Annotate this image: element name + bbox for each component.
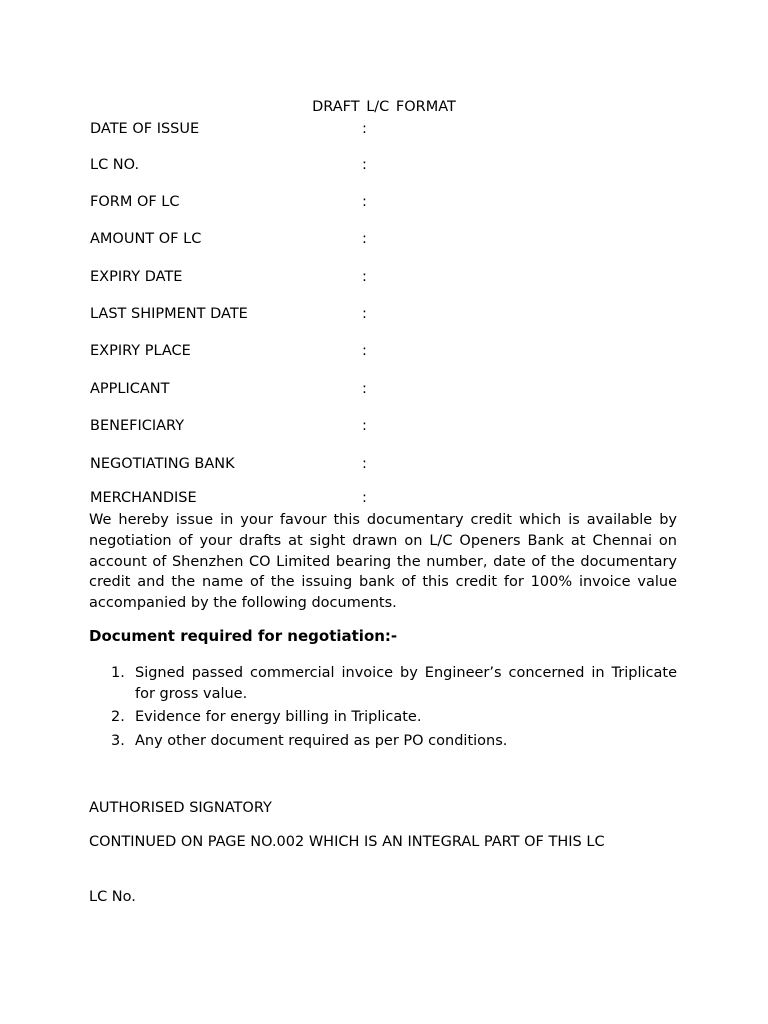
list-item-text: Evidence for energy billing in Triplicate. — [135, 709, 422, 725]
field-applicant — [90, 381, 690, 401]
field-separator: : — [362, 194, 367, 210]
field-separator: : — [362, 456, 367, 472]
list-item-number: 1. — [111, 665, 125, 681]
field-lc-no — [90, 157, 690, 177]
list-item-number: 2. — [111, 709, 125, 725]
field-separator: : — [362, 306, 367, 322]
field-separator: : — [362, 490, 367, 506]
field-label: LAST SHIPMENT DATE — [90, 306, 248, 322]
field-label: FORM OF LC — [90, 194, 180, 210]
field-label: EXPIRY DATE — [90, 269, 183, 285]
authorised-signatory: AUTHORISED SIGNATORY — [89, 800, 272, 816]
field-separator: : — [362, 157, 367, 173]
field-label: APPLICANT — [90, 381, 170, 397]
lc-no-footer: LC No. — [89, 889, 136, 905]
field-label: DATE OF ISSUE — [90, 121, 200, 137]
list-item-text: Any other document required as per PO conditions. — [135, 732, 508, 749]
credit-terms-paragraph: We hereby issue in your favour this documentary credit which is available by negotiation of your drafts at sight drawn on L/C Openers Bank at Chennai on account of Shenzhen CO Limited bearing the number, date of the documentary credit and the name of the issuing bank of this credit for 100% invoice value accompanied by the following documents. — [89, 512, 677, 612]
list-item — [89, 731, 677, 752]
field-label: LC NO. — [90, 157, 140, 173]
field-label: AMOUNT OF LC — [90, 231, 202, 247]
field-separator: : — [362, 121, 367, 137]
field-separator: : — [362, 418, 367, 434]
field-merchandise — [90, 490, 690, 510]
field-label: NEGOTIATING BANK — [90, 456, 235, 472]
field-separator: : — [362, 381, 367, 397]
list-item — [89, 707, 677, 728]
continued-note: CONTINUED ON PAGE NO.002 WHICH IS AN INTEGRAL PART OF THIS LC — [89, 834, 605, 850]
field-separator: : — [362, 231, 367, 247]
field-expiry-place — [90, 343, 690, 363]
field-label: MERCHANDISE — [90, 490, 197, 506]
field-last-shipment-date — [90, 306, 690, 326]
documents-heading: Document required for negotiation:- — [89, 627, 398, 645]
required-documents-list — [89, 663, 677, 754]
field-beneficiary — [90, 418, 690, 438]
field-amount-of-lc — [90, 231, 690, 251]
field-separator: : — [362, 343, 367, 359]
field-form-of-lc — [90, 194, 690, 214]
list-item — [89, 663, 677, 704]
field-negotiating-bank — [90, 456, 690, 476]
field-label: BENEFICIARY — [90, 418, 185, 434]
field-date-of-issue — [90, 121, 690, 141]
field-separator: : — [362, 269, 367, 285]
list-item-number: 3. — [111, 732, 125, 749]
list-item-text: Signed passed commercial invoice by Engineer’s concerned in Triplicate for gross value. — [135, 665, 677, 702]
document-title: DRAFT L/C FORMAT — [312, 99, 456, 115]
field-expiry-date — [90, 269, 690, 289]
field-label: EXPIRY PLACE — [90, 343, 191, 359]
